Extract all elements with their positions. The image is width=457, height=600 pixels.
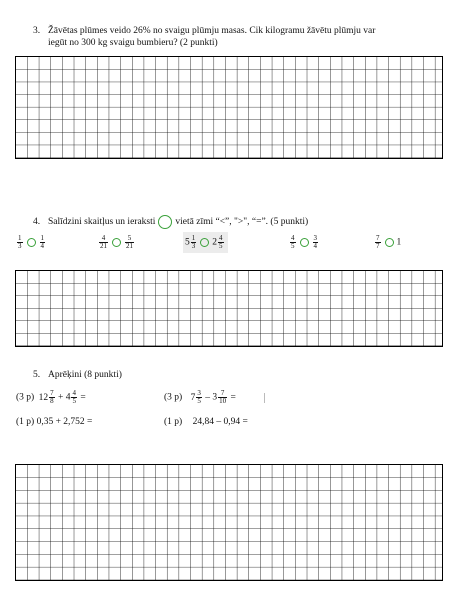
- points-label: (3 p): [16, 392, 35, 403]
- fraction: $\frac{1}{3}$: [18, 234, 22, 250]
- expression-1: [16, 390, 86, 405]
- task3-answer-grid[interactable]: [15, 56, 443, 159]
- circle-icon: [158, 215, 172, 229]
- whole-number: 7: [190, 392, 196, 403]
- fraction: $\frac{4}{5}$: [72, 389, 76, 405]
- whole-number: 12: [38, 392, 49, 403]
- fraction: $\frac{4}{5}$: [219, 234, 223, 250]
- task4-instruction: [48, 215, 308, 229]
- operator: +: [57, 392, 64, 403]
- fraction: $\frac{7}{8}$: [50, 389, 54, 405]
- task3-text-line2: iegūt no 300 kg svaigu bumbieru? (2 punkti): [48, 38, 218, 48]
- equals-sign: =: [230, 392, 236, 403]
- expression-3: (1 p) 0,35 + 2,752 =: [16, 417, 93, 427]
- points-label: (3 p): [164, 392, 183, 403]
- task4-answer-grid[interactable]: [15, 270, 443, 347]
- expression-2: [164, 390, 236, 405]
- compare-item-2: [98, 235, 135, 250]
- compare-item-5: [374, 235, 401, 250]
- whole-number: 3: [212, 392, 218, 403]
- fraction: $\frac{7}{10}$: [219, 389, 227, 405]
- task4-number: 4.: [33, 217, 41, 227]
- compare-item-3: [183, 232, 228, 253]
- text-cursor: [264, 393, 265, 403]
- operator: –: [205, 392, 210, 403]
- fraction: $\frac{7}{7}$: [376, 234, 380, 250]
- plain-number: 1: [396, 237, 402, 248]
- task5-title: Aprēķini (8 punkti): [48, 370, 122, 380]
- points-label: (1 p): [164, 417, 183, 427]
- fraction: $\frac{3}{4}$: [313, 234, 317, 250]
- fraction: $\frac{5}{21}$: [126, 234, 133, 250]
- fraction: $\frac{1}{4}$: [40, 234, 44, 250]
- task4-text-after: vietā zīmi “<”, ">", “=”. (5 punkti): [175, 217, 309, 227]
- fraction: $\frac{3}{5}$: [197, 389, 201, 405]
- fraction: $\frac{4}{21}$: [100, 234, 107, 250]
- equals-sign: =: [80, 392, 86, 403]
- whole-number: 4: [65, 392, 71, 403]
- fraction: $\frac{1}{3}$: [191, 234, 196, 250]
- compare-circle-input[interactable]: [112, 238, 121, 247]
- expression-text: 24,84 – 0,94 =: [192, 417, 248, 427]
- fraction: $\frac{4}{5}$: [291, 234, 295, 250]
- task3-text-line1: Žāvētas plūmes veido 26% no svaigu plūmju masas. Cik kilogramu žāvētu plūmju var: [48, 26, 376, 36]
- whole-number: 5: [185, 237, 190, 248]
- compare-item-4: [289, 235, 319, 250]
- compare-item-1: [16, 235, 46, 250]
- expression-4: [164, 416, 248, 428]
- whole-number: 2: [212, 237, 217, 248]
- compare-circle-input[interactable]: [385, 238, 394, 247]
- task5-number: 5.: [33, 370, 41, 380]
- compare-circle-input[interactable]: [300, 238, 309, 247]
- task4-text-before: Salīdzini skaitļus un ieraksti: [48, 217, 156, 227]
- compare-circle-input[interactable]: [27, 238, 36, 247]
- task3-number: 3.: [33, 26, 41, 36]
- task5-answer-grid[interactable]: [15, 464, 443, 581]
- compare-circle-input[interactable]: [200, 238, 209, 247]
